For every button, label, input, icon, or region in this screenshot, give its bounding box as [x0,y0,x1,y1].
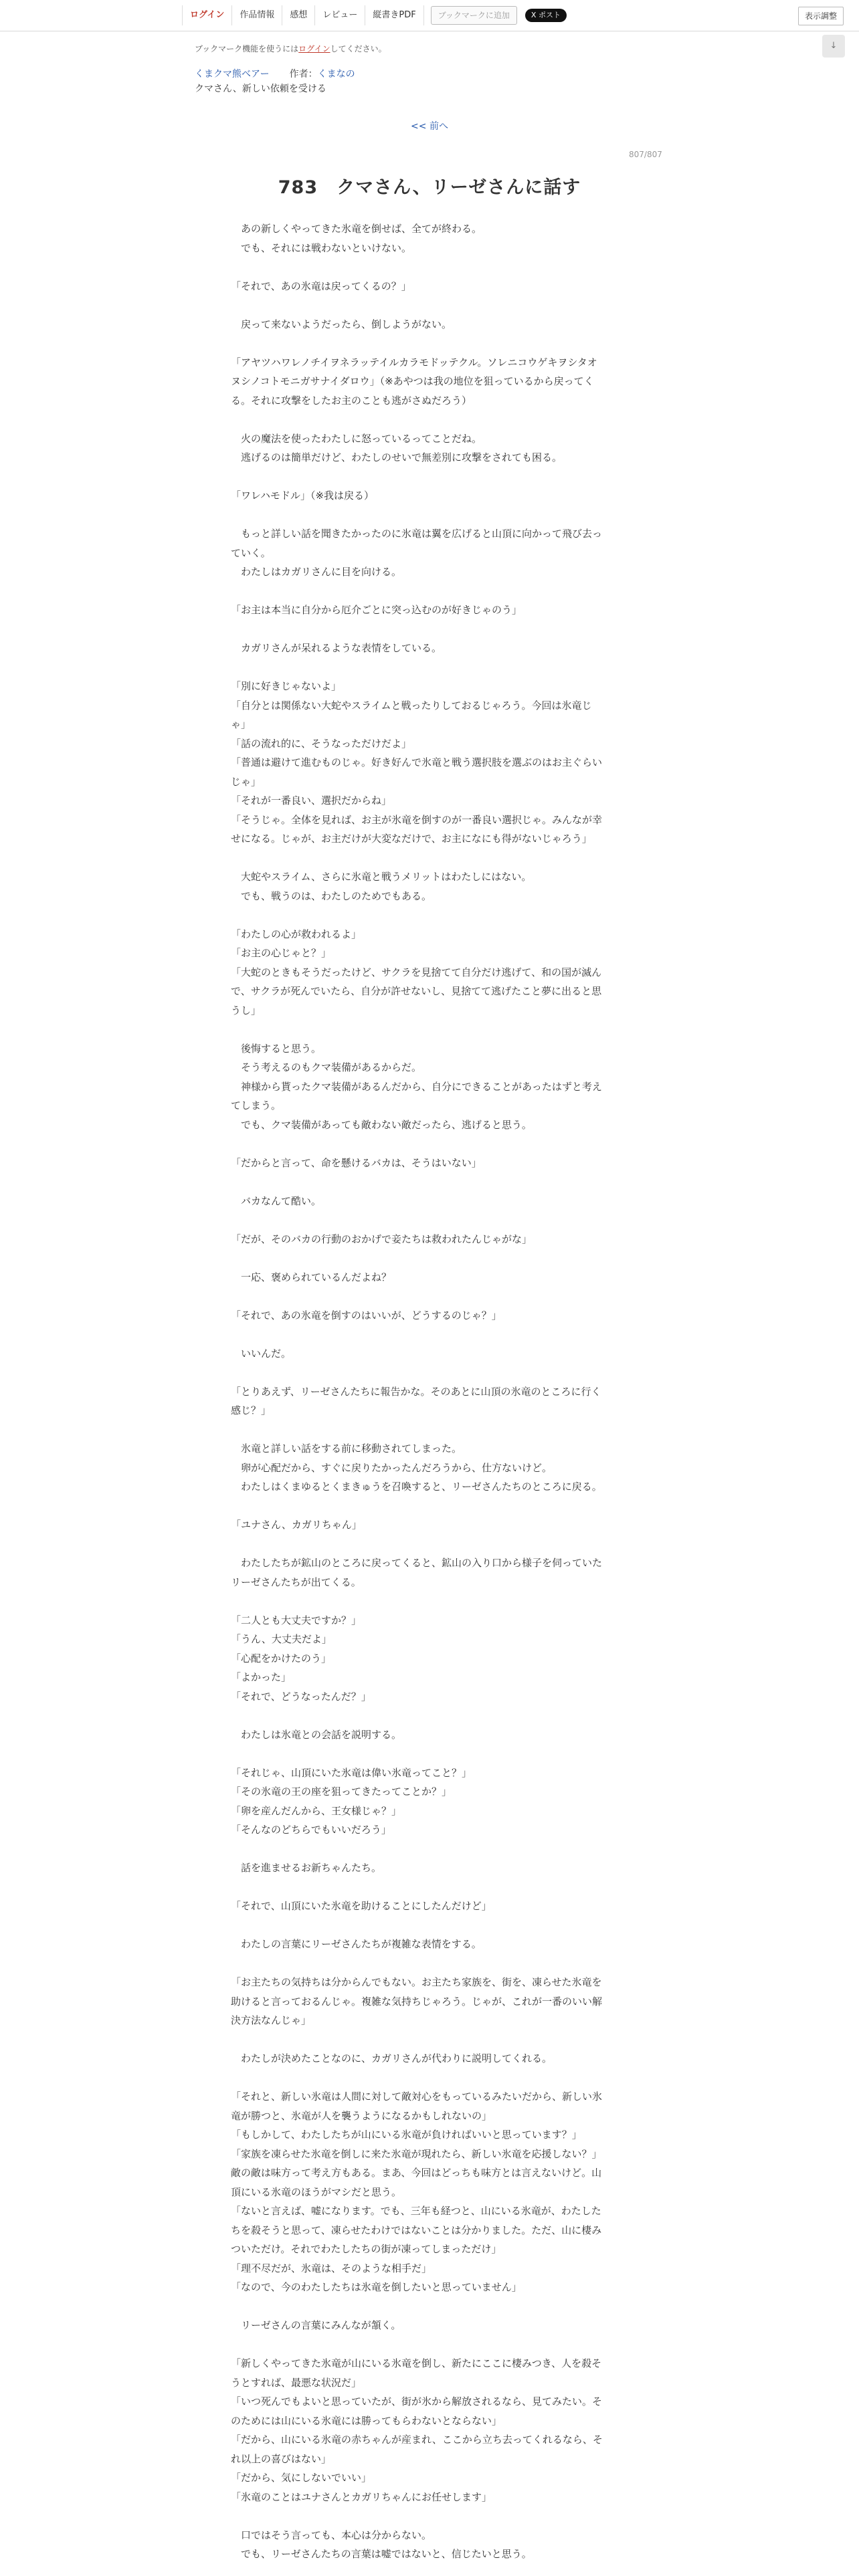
blank-line [231,1916,629,1935]
body-line: のためには山にいる氷竜には勝ってもらわないとならない」 [231,2414,502,2427]
novel-body [231,219,629,2564]
body-line: 「それで、あの氷竜は戻ってくるの？」 [231,280,411,292]
author-link[interactable]: くまなの [317,69,355,80]
blank-line [231,257,629,277]
login-link[interactable]: ログイン [182,5,232,25]
body-line: 助けると言っておるんじゃ。複雑な気持ちじゃろう。じゃが、これが一番のいい解 [231,1995,603,2008]
blank-line [231,1363,629,1382]
body-line: カガリさんが呆れるような表情をしている。 [231,642,442,654]
blank-line [231,1497,629,1516]
body-line: 「二人とも大丈夫ですか？」 [231,1614,362,1626]
body-line: 「家族を凍らせた氷竜を倒しに来た氷竜が現れたら、新しい氷竜を応援しない？」 [231,2147,602,2160]
body-line: わたしの言葉にリーゼさんたちが複雑な表情をする。 [231,1938,482,1950]
blank-line [231,1706,629,1725]
body-line: 「わたしの心が救われるよ」 [231,928,362,940]
blank-line [231,334,629,353]
blank-line [231,849,629,868]
body-line: 頂にいる氷竜のほうがマシだと思う。 [231,2185,402,2198]
notice-login-link[interactable]: ログイン [298,44,330,53]
body-line: わたしはカガリさんに目を向ける。 [231,566,402,578]
body-line: 「ないと言えば、嘘になります。でも、三年も経つと、山にいる氷竜が、わたした [231,2205,601,2217]
x-post-button[interactable]: X ポスト [525,9,567,22]
body-line: 「だから、山にいる氷竜の赤ちゃんが産まれ、ここから立ち去ってくれるなら、そ [231,2434,603,2446]
body-line: 「理不尽だが、氷竜は、そのような相手だ」 [231,2262,432,2274]
body-line: 「大蛇のときもそうだったけど、サクラを見捨てて自分だけ逃げて、和の国が滅ん [231,966,602,978]
body-line: せになる。じゃが、お主だけが大変なだけで、お主になにも得がないじゃろう」 [231,833,592,845]
add-bookmark-button[interactable]: ブックマークに追加 [431,6,517,25]
body-line: じゃ」 [231,775,262,788]
login-notice [195,43,387,54]
body-line: わたしたちが鉱山のところに戻ってくると、鉱山の入り口から様子を伺っていた [231,1557,603,1569]
body-line: でも、それには戦わないといけない。 [231,241,412,254]
body-line: 「もしかして、わたしたちが山にいる氷竜が負ければいいと思っています？」 [231,2129,582,2141]
body-line: 卵が心配だから、すぐに戻りたかったんだろうから、仕方ないけど。 [231,1461,553,1474]
body-line: でも、戦うのは、わたしのためでもある。 [231,889,432,902]
blank-line [231,296,629,315]
body-line: 「うん、大丈夫だよ」 [231,1633,332,1645]
previous-page-link[interactable]: << 前へ [411,121,448,132]
blank-line [231,2030,629,2050]
body-line: 「だが、そのバカの行動のおかげで妾たちは救われたんじゃがな」 [231,1232,533,1245]
body-line: れ以上の喜びはない」 [231,2452,332,2465]
blank-line [231,1172,629,1192]
body-line: そう考えるのもクマ装備があるからだ。 [231,1061,422,1073]
blank-line [231,658,629,677]
body-line: 「心配をかけたのう」 [231,1652,332,1665]
body-line: 感じ？」 [231,1404,272,1416]
body-line: 「アヤツハワレノチイヲネラッテイルカラモドッテクル。ソレニコウゲキヲシタオ [231,356,597,368]
body-line: うとすれば、最悪な状況だ」 [231,2376,362,2389]
body-line: でも、リーゼさんたちの言葉は嘘ではないと、信じたいと思う。 [231,2548,532,2560]
page-number: 807/807 [629,150,662,159]
blank-line [231,467,629,487]
body-line: 「なので、今のわたしたちは氷竜を倒したいと思っていません」 [231,2281,522,2293]
body-line: 「とりあえず、リーゼさんたちに報告かな。そのあとに山頂の氷竜のところに行く [231,1385,601,1398]
body-line: 後悔すると思う。 [231,1042,322,1055]
body-line: 「それで、あの氷竜を倒すのはいいが、どうするのじゃ？」 [231,1309,502,1321]
body-line: ちを殺そうと思って、凍らせたわけではないことは分かりました。ただ、山に棲み [231,2224,602,2236]
body-line: 一応、褒められているんだよね？ [231,1271,392,1283]
body-line: 「それで、山頂にいた氷竜を助けることにしたんだけど」 [231,1900,492,1912]
notice-text: ブックマーク機能を使うには [195,44,299,53]
body-line: 話を進ませるお新ちゃんたち。 [231,1862,382,1874]
body-line: 神様から貰ったクマ装備があるんだから、自分にできることがあったはずと考え [231,1080,602,1093]
body-line: 「新しくやってきた氷竜が山にいる氷竜を倒し、新たにここに棲みつき、人を殺そ [231,2357,602,2369]
body-line: てしまう。 [231,1099,282,1111]
blank-line [231,905,629,925]
body-line: 「そうじゃ。全体を見れば、お主が氷竜を倒すのが一番良い選択じゃ。みんなが幸 [231,813,603,826]
blank-line [231,1535,629,1554]
blank-line [231,410,629,429]
body-line: 「その氷竜の王の座を狙ってきたってことか？」 [231,1786,452,1798]
body-line: あの新しくやってきた氷竜を倒せば、全てが終わる。 [231,223,482,235]
body-line: 「ユナさん、カガリちゃん」 [231,1519,362,1531]
blank-line [231,2506,629,2526]
body-line: ゃ」 [231,718,252,730]
notice-suffix: してください。 [330,44,387,53]
series-title-link[interactable]: くまクマ熊ベアー [195,69,270,80]
body-line: 「別に好きじゃないよ」 [231,680,342,692]
body-line: 「普通は避けて進むものじゃ。好き好んで氷竜と戦う選択肢を選ぶのはお主ぐらい [231,756,603,768]
body-line: 竜が勝つと、氷竜が人を襲うようになるかもしれないの」 [231,2109,492,2122]
body-line: 「よかった」 [231,1671,292,1683]
impressions-link[interactable]: 感想 [282,5,315,25]
blank-line [231,1210,629,1230]
body-line: わたしは氷竜との会話を説明する。 [231,1728,402,1741]
body-line: うし」 [231,1004,262,1016]
body-line: ヌシノコトモニガサナイダロウ」（※あやつは我の地位を狙っているから戻ってく [231,375,594,387]
body-line: 「自分とは関係ない大蛇やスライムと戦ったりしておるじゃろう。今回は氷竜じ [231,699,592,712]
body-line: 「だからと言って、命を懸けるバカは、そうはいない」 [231,1156,482,1169]
blank-line [231,1020,629,1039]
review-link[interactable]: レビュー [315,5,365,25]
scroll-down-icon[interactable]: ↓ [822,35,845,58]
work-info-link[interactable]: 作品情報 [232,5,282,25]
body-line: 「それじゃ、山頂にいた氷竜は偉い氷竜ってこと？」 [231,1766,472,1779]
body-line: 「話の流れ的に、そうなっただけだよ」 [231,737,412,750]
body-line: わたしが決めたことなのに、カガリさんが代わりに説明してくれる。 [231,2052,553,2064]
blank-line [231,1744,629,1763]
blank-line [231,1325,629,1344]
body-line: 「卵を産んだんから、王女様じゃ？」 [231,1804,402,1817]
blank-line [231,620,629,639]
blank-line [231,2297,629,2317]
body-line: 逃げるのは簡単だけど、わたしのせいで無差別に攻撃をされても困る。 [231,451,563,463]
body-line: 「お主の心じゃと？」 [231,947,332,959]
blank-line [231,506,629,525]
body-line: 「それで、どうなったんだ？」 [231,1690,371,1703]
body-line: 「お主は本当に自分から厄介ごとに突っ込むのが好きじゃのう」 [231,604,522,616]
blank-line [231,1840,629,1859]
body-line: 「いつ死んでもよいと思っていたが、街が氷から解放されるなら、見てみたい。そ [231,2395,603,2407]
body-line: 「それが一番良い、選択だからね」 [231,794,392,807]
nav-menu [182,5,567,25]
body-line: 「ワレハモドル」（※我は戻る） [231,490,375,502]
body-line: 火の魔法を使ったわたしに怒っているってことだね。 [231,432,482,445]
blank-line [231,1249,629,1268]
blank-line [231,2068,629,2088]
body-line: 敵の敵は味方って考え方もある。まあ、今回はどっちも味方とは言えないけど。山 [231,2167,602,2179]
vertical-pdf-link[interactable]: 縦書きPDF [365,5,423,25]
body-line: 戻って来ないようだったら、倒しようがない。 [231,318,452,330]
blank-line [231,1878,629,1897]
chapter-title: 783 クマさん、リーゼさんに話す [278,177,581,198]
body-line: ていく。 [231,546,271,559]
body-line: 氷竜と詳しい話をする前に移動されてしまった。 [231,1442,462,1455]
episode-title-link[interactable]: クマさん、新しい依頼を受ける [195,84,326,94]
top-navigation-bar [0,0,859,31]
blank-line [231,1134,629,1154]
body-line: 「お主たちの気持ちは分からんでもない。お主たち家族を、街を、凍らせた氷竜を [231,1976,602,1988]
body-line: リーゼさんたちが出てくる。 [231,1576,361,1588]
body-line: リーゼさんの言葉にみんなが頷く。 [231,2319,401,2331]
blank-line [231,2335,629,2355]
body-line: 「そんなのどちらでもいいだろう」 [231,1824,391,1836]
series-info [195,67,355,80]
body-line: 大蛇やスライム、さらに氷竜と戦うメリットはわたしにはない。 [231,871,532,883]
body-line: 決方法なんじゃ」 [231,2014,312,2026]
blank-line [231,1287,629,1306]
body-line: いいんだ。 [231,1347,292,1360]
body-line: わたしはくまゆるとくまきゅうを召喚すると、リーゼさんたちのところに戻る。 [231,1481,602,1493]
blank-line [231,582,629,601]
blank-line [231,1592,629,1611]
body-line: 「氷竜のことはユナさんとカガリちゃんにお任せします」 [231,2490,492,2503]
display-settings-button[interactable]: 表示調整 [798,7,844,25]
body-line: ついただけ。それでわたしたちの街が凍ってしまっただけ」 [231,2243,502,2255]
blank-line [231,1420,629,1440]
body-line: バカなんて酷い。 [231,1194,322,1207]
author-label: 作者： [289,69,318,80]
blank-line [231,1954,629,1973]
body-line: 口ではそう言っても、本心は分からない。 [231,2529,432,2541]
body-line: でも、クマ装備があっても敵わない敵だったら、逃げると思う。 [231,1118,532,1131]
body-line: もっと詳しい話を聞きたかったのに氷竜は翼を広げると山頂に向かって飛び去っ [231,528,603,540]
body-line: 「それと、新しい氷竜は人間に対して敵対心をもっているみたいだから、新しい氷 [231,2090,603,2103]
body-line: る。それに攻撃をしたお主のことも逃がさぬだろう） [231,394,472,407]
body-line: で、サクラが死んでいたら、自分が許せないし、見捨てて逃げたこと夢に出ると思 [231,985,602,997]
body-line: 「だから、気にしないでいい」 [231,2472,372,2484]
